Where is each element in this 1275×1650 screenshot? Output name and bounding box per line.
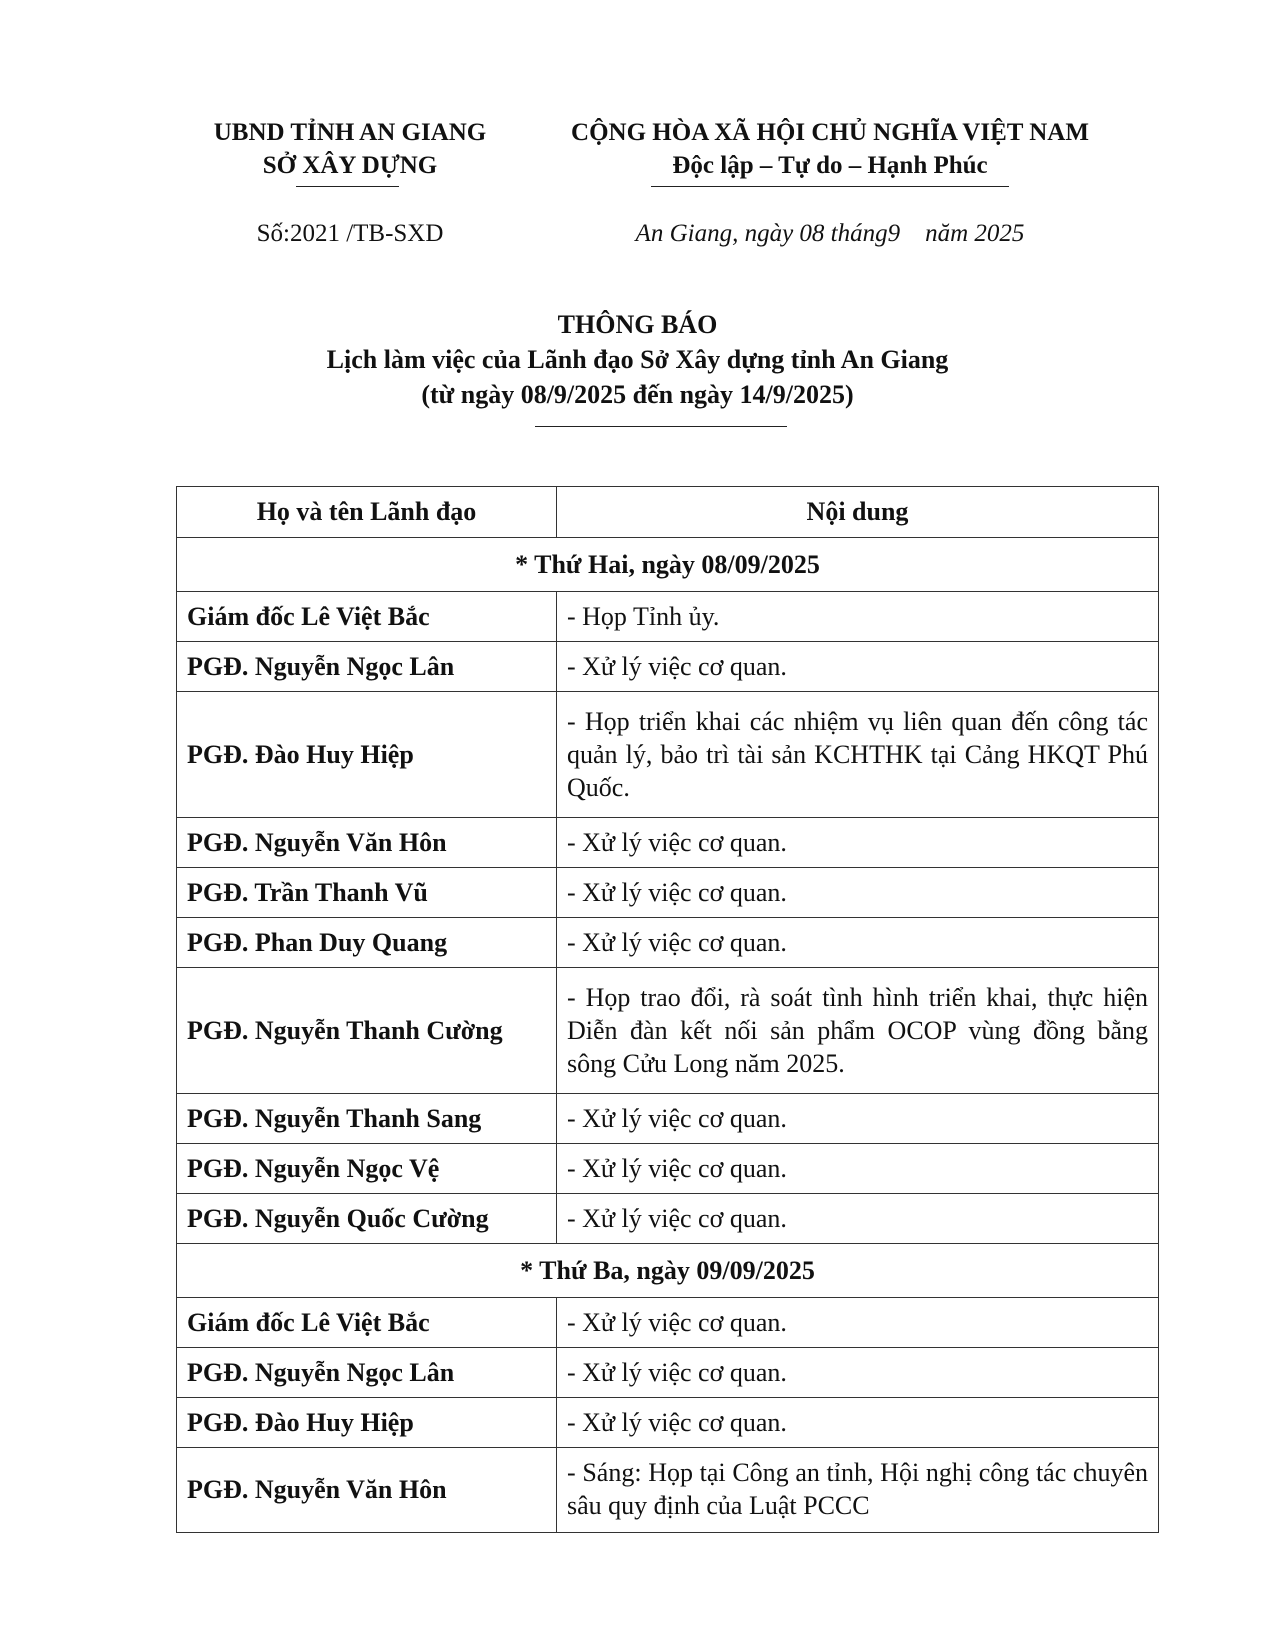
date-prefix: An Giang, ngày 08 tháng xyxy=(635,220,888,247)
leader-name: PGĐ. Nguyễn Văn Hôn xyxy=(177,1448,557,1533)
day-label: * Thứ Ba, ngày 09/09/2025 xyxy=(177,1244,1159,1298)
day-label: * Thứ Hai, ngày 08/09/2025 xyxy=(177,538,1159,592)
leader-name: PGĐ. Trần Thanh Vũ xyxy=(177,868,557,918)
issuer-underline xyxy=(296,186,399,187)
doc-number-value: 2021 xyxy=(289,220,340,247)
table-row xyxy=(177,818,1159,868)
activity: - Xử lý việc cơ quan. xyxy=(557,1194,1159,1244)
leader-name: PGĐ. Phan Duy Quang xyxy=(177,918,557,968)
table-header-row xyxy=(177,487,1159,538)
table-row xyxy=(177,968,1159,1094)
notice-subtitle: Lịch làm việc của Lãnh đạo Sở Xây dựng tỉnh An Giang xyxy=(326,345,949,374)
table-row xyxy=(177,1348,1159,1398)
document-date xyxy=(540,217,1120,251)
leader-name: PGĐ. Nguyễn Thanh Cường xyxy=(177,968,557,1094)
leader-name: PGĐ. Nguyễn Quốc Cường xyxy=(177,1194,557,1244)
activity: - Họp trao đổi, rà soát tình hình triển khai, thực hiện Diễn đàn kết nối sản phẩm OCOP vùng đồng bằng sông Cửu Long năm 2025. xyxy=(557,968,1159,1094)
leader-name: PGĐ. Đào Huy Hiệp xyxy=(177,692,557,818)
table-row xyxy=(177,1448,1159,1533)
notice-date-range: (từ ngày 08/9/2025 đến ngày 14/9/2025) xyxy=(421,380,854,409)
activity: - Họp triển khai các nhiệm vụ liên quan đến công tác quản lý, bảo trì tài sản KCHTHK tại Cảng HKQT Phú Quốc. xyxy=(557,692,1159,818)
header-content: Nội dung xyxy=(557,487,1159,538)
national-title: CỘNG HÒA XÃ HỘI CHỦ NGHĨA VIỆT NAM xyxy=(571,119,1089,146)
national-motto: Độc lập – Tự do – Hạnh Phúc xyxy=(672,152,988,179)
table-row xyxy=(177,692,1159,818)
activity: - Xử lý việc cơ quan. xyxy=(557,1398,1159,1448)
activity: - Xử lý việc cơ quan. xyxy=(557,1144,1159,1194)
title-underline xyxy=(535,426,787,427)
activity: - Xử lý việc cơ quan. xyxy=(557,868,1159,918)
day-row xyxy=(177,1244,1159,1298)
table-row xyxy=(177,642,1159,692)
leader-name: PGĐ. Nguyễn Ngọc Lân xyxy=(177,1348,557,1398)
activity: - Xử lý việc cơ quan. xyxy=(557,1348,1159,1398)
leader-name: PGĐ. Đào Huy Hiệp xyxy=(177,1398,557,1448)
leader-name: PGĐ. Nguyễn Ngọc Vệ xyxy=(177,1144,557,1194)
header-leader-name: Họ và tên Lãnh đạo xyxy=(177,487,557,538)
table-row xyxy=(177,1144,1159,1194)
day-row xyxy=(177,538,1159,592)
date-suffix: năm 2025 xyxy=(925,220,1025,247)
doc-number-suffix: /TB-SXD xyxy=(339,220,444,247)
activity: - Sáng: Họp tại Công an tỉnh, Hội nghị công tác chuyên sâu quy định của Luật PCCC xyxy=(557,1448,1159,1533)
table-row xyxy=(177,1398,1159,1448)
leader-name: PGĐ. Nguyễn Văn Hôn xyxy=(177,818,557,868)
date-month: 9 xyxy=(887,220,901,247)
doc-number-prefix: Số: xyxy=(256,220,290,247)
leader-name: PGĐ. Nguyễn Thanh Sang xyxy=(177,1094,557,1144)
table-row xyxy=(177,1298,1159,1348)
notice-title: THÔNG BÁO xyxy=(557,310,718,339)
leader-name: Giám đốc Lê Việt Bắc xyxy=(177,592,557,642)
activity: - Xử lý việc cơ quan. xyxy=(557,1094,1159,1144)
schedule-table xyxy=(176,486,1159,1533)
table-row xyxy=(177,918,1159,968)
motto-underline xyxy=(651,186,1009,187)
issuer-department: SỞ XÂY DỰNG xyxy=(262,152,438,179)
activity: - Xử lý việc cơ quan. xyxy=(557,918,1159,968)
issuer-province: UBND TỈNH AN GIANG xyxy=(213,119,487,146)
leader-name: Giám đốc Lê Việt Bắc xyxy=(177,1298,557,1348)
table-row xyxy=(177,1194,1159,1244)
table-row xyxy=(177,592,1159,642)
activity: - Xử lý việc cơ quan. xyxy=(557,642,1159,692)
table-row xyxy=(177,1094,1159,1144)
activity: - Họp Tỉnh ủy. xyxy=(557,592,1159,642)
document-number xyxy=(180,217,520,251)
table-row xyxy=(177,868,1159,918)
activity: - Xử lý việc cơ quan. xyxy=(557,1298,1159,1348)
activity: - Xử lý việc cơ quan. xyxy=(557,818,1159,868)
leader-name: PGĐ. Nguyễn Ngọc Lân xyxy=(177,642,557,692)
